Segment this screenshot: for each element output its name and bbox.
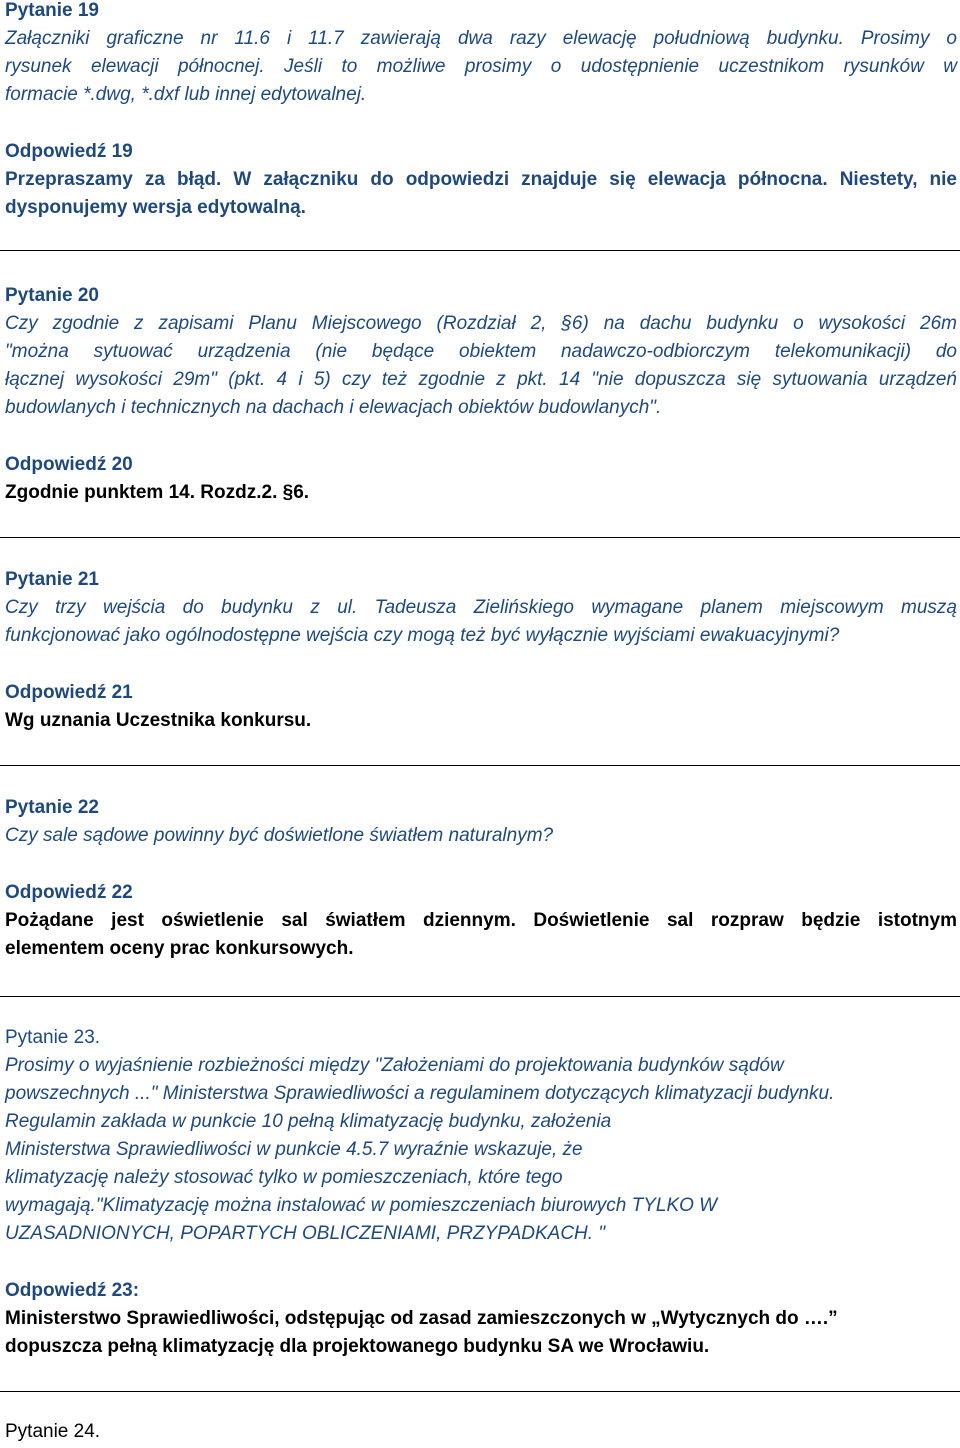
- question-20-title: Pytanie 20: [5, 285, 99, 306]
- question-21-text-line-2: funkcjonować jako ogólnodostępne wejścia czy mogą też być wyłącznie wyjściami ewakuacyjnymi?: [5, 625, 840, 646]
- question-20-text-line-2: "można sytuować urządzenia (nie będące obiektem nadawczo-odbiorczym telekomunikacji) do: [5, 341, 957, 362]
- answer-21-text-line-1: Wg uznania Uczestnika konkursu.: [5, 710, 312, 731]
- answer-19-text-line-2: dysponujemy wersja edytowalną.: [5, 197, 306, 218]
- section-divider: [0, 996, 960, 997]
- question-23-text-line-6: wymagają."Klimatyzację można instalować w pomieszczeniach biurowych TYLKO W: [5, 1195, 718, 1216]
- question-24-title: Pytanie 24.: [5, 1421, 101, 1442]
- question-19-text-line-1: Załączniki graficzne nr 11.6 i 11.7 zawierają dwa razy elewację południową budynku. Prosimy o: [5, 28, 957, 49]
- section-divider: [0, 537, 960, 538]
- question-21-text-line-1: Czy trzy wejścia do budynku z ul. Tadeusza Zielińskiego wymagane planem miejscowym muszą: [5, 597, 957, 618]
- question-22-text-line-1: Czy sale sądowe powinny być doświetlone światłem naturalnym?: [5, 825, 554, 846]
- section-divider: [0, 765, 960, 766]
- question-23-text-line-7: UZASADNIONYCH, POPARTYCH OBLICZENIAMI, PRZYPADKACH. ": [5, 1223, 606, 1244]
- answer-19-title: Odpowiedź 19: [5, 141, 133, 162]
- answer-22-text-line-1: Pożądane jest oświetlenie sal światłem dziennym. Doświetlenie sal rozpraw będzie istotnym: [5, 910, 957, 931]
- section-divider: [0, 250, 960, 251]
- answer-23-text-line-1: Ministerstwo Sprawiedliwości, odstępując od zasad zamieszczonych w „Wytycznych do ….”: [5, 1308, 838, 1329]
- question-23-text-line-5: klimatyzację należy stosować tylko w pomieszczeniach, które tego: [5, 1167, 563, 1188]
- question-19-title: Pytanie 19: [5, 0, 99, 21]
- answer-23-text-line-2: dopuszcza pełną klimatyzację dla projektowanego budynku SA we Wrocławiu.: [5, 1336, 710, 1357]
- question-19-text-line-2: rysunek elewacji północnej. Jeśli to możliwe prosimy o udostępnienie uczestnikom rysunków w: [5, 56, 957, 77]
- answer-20-title: Odpowiedź 20: [5, 454, 133, 475]
- question-21-title: Pytanie 21: [5, 569, 99, 590]
- answer-23-title: Odpowiedź 23:: [5, 1280, 140, 1301]
- answer-19-text-line-1: Przepraszamy za błąd. W załączniku do odpowiedzi znajduje się elewacja północna. Niestety, nie: [5, 169, 957, 190]
- answer-21-title: Odpowiedź 21: [5, 682, 133, 703]
- question-23-text-line-3: Regulamin zakłada w punkcie 10 pełną klimatyzację budynku, założenia: [5, 1111, 612, 1132]
- question-22-title: Pytanie 22: [5, 797, 99, 818]
- question-23-text-line-1: Prosimy o wyjaśnienie rozbieżności między "Założeniami do projektowania budynków sądów: [5, 1055, 784, 1076]
- question-23-text-line-4: Ministerstwa Sprawiedliwości w punkcie 4.5.7 wyraźnie wskazuje, że: [5, 1139, 583, 1160]
- question-19-text-line-3: formacie *.dwg, *.dxf lub innej edytowalnej.: [5, 84, 367, 105]
- answer-22-title: Odpowiedź 22: [5, 882, 133, 903]
- question-20-text-line-4: budowlanych i technicznych na dachach i elewacjach obiektów budowlanych".: [5, 397, 662, 418]
- answer-22-text-line-2: elementem oceny prac konkursowych.: [5, 938, 354, 959]
- question-20-text-line-3: łącznej wysokości 29m" (pkt. 4 i 5) czy też zgodnie z pkt. 14 "nie dopuszcza się sytuowania urządzeń: [5, 369, 957, 390]
- question-23-text-line-2: powszechnych ..." Ministerstwa Sprawiedliwości a regulaminem dotyczących klimatyzacji budynku.: [5, 1083, 835, 1104]
- question-23-title: Pytanie 23.: [5, 1027, 101, 1048]
- section-divider: [0, 1391, 960, 1392]
- answer-20-text-line-1: Zgodnie punktem 14. Rozdz.2. §6.: [5, 482, 310, 503]
- question-20-text-line-1: Czy zgodnie z zapisami Planu Miejscowego (Rozdział 2, §6) na dachu budynku o wysokości 26m: [5, 313, 957, 334]
